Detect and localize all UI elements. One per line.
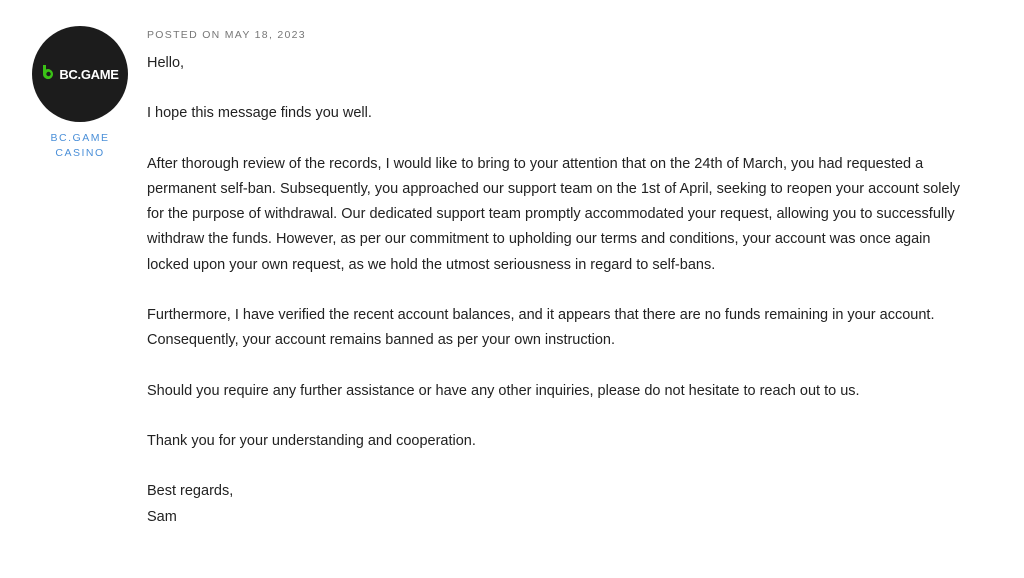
bc-game-logo-icon <box>41 64 55 85</box>
message-line: Furthermore, I have verified the recent account balances, and it appears that there are no funds remaining in your account. <box>147 306 935 323</box>
message-paragraph <box>147 379 960 404</box>
message-line: Sam <box>147 508 177 525</box>
message-line: Hello, <box>147 55 185 71</box>
author-name[interactable] <box>40 131 120 161</box>
message-line: Best regards, <box>147 483 234 500</box>
author-avatar <box>32 26 128 122</box>
author-name-line: CASINO <box>55 147 105 159</box>
message-paragraph <box>147 101 960 126</box>
message-paragraph <box>147 303 960 353</box>
message-paragraph <box>147 429 960 454</box>
author-name-line: BC.GAME <box>50 132 110 144</box>
message-line: withdraw the funds. However, as per our commitment to upholding our terms and conditions, your account was once again <box>147 231 931 248</box>
message-line: for the purpose of withdrawal. Our dedicated support team promptly accommodated your request, allowing you to successfully <box>147 206 955 223</box>
message-line: Thank you for your understanding and cooperation. <box>147 432 476 449</box>
message-line: Consequently, your account remains banned as per your own instruction. <box>147 332 616 349</box>
message-line: locked upon your own request, as we hold the utmost seriousness in regard to self-bans. <box>147 256 716 273</box>
message-line: permanent self-ban. Subsequently, you approached our support team on the 1st of April, seeking to reopen your account solely <box>147 180 961 197</box>
logo-text: BC.GAME <box>59 66 119 82</box>
message-body <box>147 51 960 555</box>
message-paragraph <box>147 479 960 529</box>
message-line: Should you require any further assistance or have any other inquiries, please do not hesitate to reach out to us. <box>147 382 860 399</box>
message-paragraph <box>147 152 960 278</box>
message-paragraph <box>147 51 960 76</box>
message-line: After thorough review of the records, I would like to bring to your attention that on the 24th of March, you had requested a <box>147 155 924 172</box>
posted-date: POSTED ON MAY 18, 2023 <box>147 29 306 41</box>
message-line: I hope this message finds you well. <box>147 105 372 122</box>
